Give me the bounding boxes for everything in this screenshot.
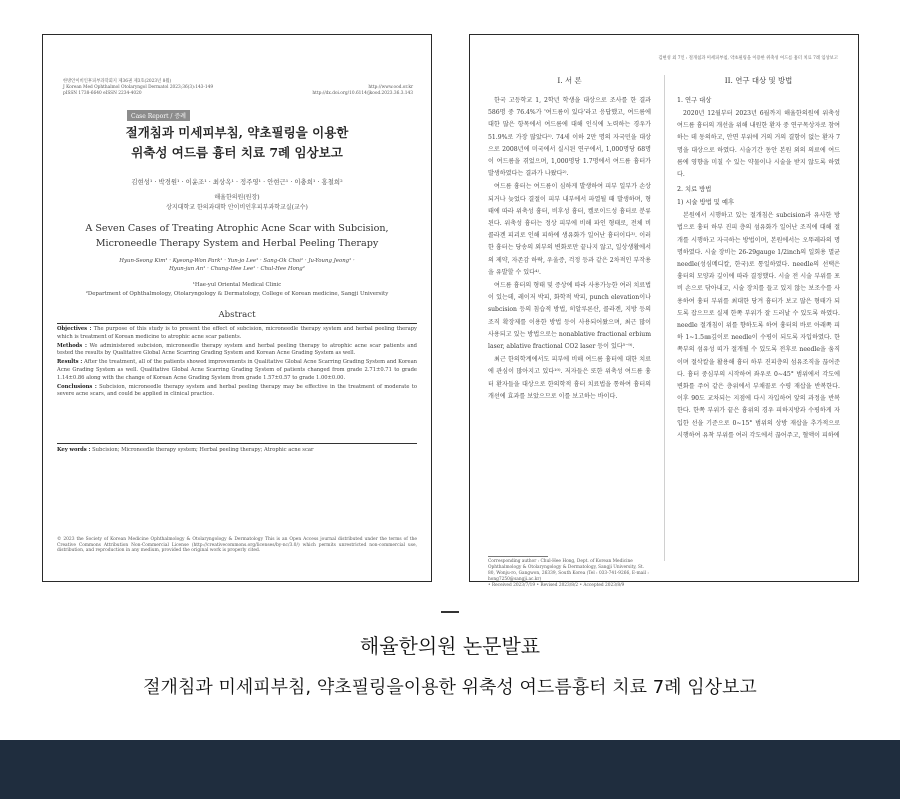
- paper-title-ko-line-2: 위축성 여드름 흉터 치료 7례 임상보고: [131, 145, 343, 160]
- paper-title-ko-line-1: 절개침과 미세피부침, 약초필링을 이용한: [125, 125, 349, 140]
- methods-text: We administered subcision, microneedle therapy system and herbal peeling therapy to atrophic acne scar patients and tested the results by Qualitative Global Acne Scarring Grading System and Korean Acne Grading System as well.: [57, 342, 417, 357]
- caption-divider: [441, 611, 459, 613]
- caption-title: 해율한의원 논문발표: [359, 634, 541, 658]
- paper-page-second: [469, 34, 859, 588]
- intro-paragraph-4: 최근 한의학계에서도 피부에 비해 여드름 흉터에 대한 치료에 관심이 많아지고 있다¹⁰⁾. 저자들은 또한 위축성 여드름 흉터 환자들을 대상으로 한의학적 흉터 치료법을 통하여 흉터의 개선에 효과를 보았으므로 이를 보고하는 바이다.: [488, 356, 651, 400]
- conclusions-label: Conclusions :: [57, 383, 97, 390]
- journal-name-ko: 한방안이비인후피부과학회지 제36권 제3호(2023년 8월): [63, 79, 172, 84]
- journal-url: http://www.ood.or.kr: [368, 85, 413, 90]
- abstract-results: [57, 359, 417, 382]
- paper-page-first: [42, 34, 432, 582]
- treatment-paragraph: 본원에서 시행하고 있는 절개침은 subcision과 유사한 방법으로 흉터 하부 진피 층의 섬유화가 일어난 조직에 대해 절개를 시행하고 자극하는 방법이며, 본원에서는 오뚜레라의 명명하였다. 시술 장비는 26-29gauge 1/2inch의 일회용 멸균 needle(성심메디칼, 한국)로 통일하였다. needle의 선택은 흉터의 모양과 깊이에 따라 결정했다. 시술 전 시술 부위를 포비 손으로 닦아내고, 시술 장치를 들고 있지 않는 보조수를 사용하여 흉터 부위를 최대한 당겨 흉터가 보고 많은 형태가 되도록 잡으므로 실제 한쪽 부위가 잘 드러날 수 있도록 하였다. needle 절개침이 위를 향하도록 하여 흉터의 바로 아래쪽 피하 1~1.5㎜깊이로 needle이 수평이 되도록 자입하였다. 한쪽부의 섬유성 띠가 절개될 수 있도록 전후로 needle을 움직이며 절삭칼을 활용해 흉터 하부 진피층의 섬유조직을 끊어준다. 흉터 중심부의 시작하여 좌우로 0~45° 범위에서 각도에 변화를 주어 같은 층위에서 부채꼴로 수평 재삽을 반복한다. 이후 90도 교차되는 지점에 다시 자입하여 앞의 과정을 반복한다. 한쪽 부위가 끝은 흉위의 경우 피하지방과 수평하게 자입한 선을 기준으로 0~15° 범위의 상방 재삽을 추가적으로 시행하여 유착 부위를 여러 각도에서 끊어주고, 혈액이 피하에: [677, 212, 840, 439]
- copyright-notice: © 2023 the Society of Korean Medicine Ophthalmology & Otolaryngology & Dermatology This is an Open Access journal distributed under the terms of the Creative Commons Attribution Non-Commercial License (http://creativecommons.org/licenses/by-nc/3.0/) which permits unrestricted non-commercial use, distribution, and reproduction in any medium, provided the original work is properly cited.: [57, 537, 417, 554]
- column-methods: [677, 75, 840, 443]
- abstract-objectives: [57, 326, 417, 342]
- methods-label: Methods :: [57, 342, 87, 349]
- results-text: After the treatment, all of the patients showed improvements in Qualitative Global Acne Scarring Grading System and Korean Acne Grading System as well. Qualitative Global Acne Scarring Grading System of patients changed from grade 2.71±0.71 to grade 1.14±0.86 along with the change of Korean Acne Grading System from grade 1.57±0.57 to grade 1.00±0.00.: [57, 359, 417, 381]
- abstract-methods: [57, 343, 417, 359]
- results-label: Results :: [57, 359, 83, 366]
- paper-title-en-line-2: Microneedle Therapy System and Herbal Peeling Therapy: [95, 238, 379, 249]
- section-heading-introduction: I. 서 론: [557, 76, 582, 85]
- affiliation-en-1: ¹Hae-yul Oriental Medical Clinic: [192, 282, 282, 288]
- abstract-conclusions: [57, 384, 417, 400]
- footer-band: [0, 740, 900, 799]
- running-head: 김현성 외 7인 : 절개침과 미세피부침, 약초필링을 이용한 위축성 여드름 흉터 치료 7례 임상보고: [658, 56, 838, 61]
- journal-name-en: J Korean Med Ophthalmol Otolaryngol Dermatol 2023;36(3):143-149: [63, 85, 214, 90]
- keywords: [57, 447, 417, 453]
- journal-issn: pISSN 1738-6640 eISSN 2234-4020: [63, 91, 142, 96]
- journal-header-left: [63, 79, 263, 97]
- column-divider: [664, 75, 665, 561]
- paper-title-en: [43, 221, 431, 251]
- conclusions-text: Subcision, microneedle therapy system and herbal peeling therapy may be effective in the treatment of moderate to severe acne scars, and could be applied in clinical practice.: [57, 383, 417, 398]
- authors-en-line-2: Hyun-jun An¹ · Chung-Hee Lee¹ · Chul-Hee Hong²: [169, 266, 305, 272]
- section-heading-methods: II. 연구 대상 및 방법: [724, 76, 793, 85]
- abstract-body: [57, 326, 417, 400]
- column-introduction: [488, 75, 651, 404]
- subheading-subcision: 1) 시술 방법 및 예후: [677, 199, 735, 207]
- subheading-subjects: 1. 연구 대상: [677, 97, 712, 104]
- affiliation-en-2: ²Department of Ophthalmology, Otolaryngology & Dermatology, College of Korean medicine, Sangji University: [85, 291, 389, 297]
- authors-ko: 김현성¹ · 박경원¹ · 이윤조¹ · 최상옥¹ · 정주영¹ · 안현근¹ · 이충희¹ · 홍철희²: [131, 178, 343, 186]
- intro-paragraph-3: 여드름 흉터의 형태 및 증상에 따라 사용가능한 여러 치료법이 있는데, 레이저 박피, 화학적 박피, punch elevation이나 subcision 등의 침습적 방법, 히알루론산, 콜라겐, 지방 등의 조직 확장제를 이용한 방법 등이 사용되어왔으며, 최근 많이 사용되고 있는 방법으로는 nonablative fractional erbium laser, ablative fractional CO2 laser 등이 있다⁵⁻⁹⁾.: [488, 282, 651, 351]
- intro-paragraph-2: 여드름 흉터는 여드름이 심하게 발생하여 피부 일부가 손상되거나 늦었다 결절이 피부 내부에서 파열될 때 발생하며, 형태에 따라 위축성 흉터, 비후성 흉터, 켈로이드성 흉터로 분류된다. 위축성 흉터는 정상 피부에 비해 파인 형태로, 전체 비 콜라겐 피괴로 인해 피하에 생유화가 일어난 흉터이다³⁾. 이러한 흉터는 당송의 외부의 변화로만 끝나지 않고, 일상생활에서의 제약, 자존감 하락, 우울증, 걱정 등과 같은 2차적인 부작용을 유발할 수 있다⁴⁾.: [488, 183, 651, 276]
- objectives-text: The purpose of this study is to present the effect of subcision, microneedle therapy system and herbal peeling therapy which is treatment of Korean medicine to atrophic acne scar patients.: [57, 326, 417, 340]
- received-dates: • Received 2023/7/19 • Revised 2023/8/2 • Accepted 2023/8/9: [488, 583, 625, 588]
- correspondence-text: Corresponding author : Chul-Hee Hong, Dept. of Korean Medicine Ophthalmology & Otolaryngology & Dermatology, Sangji University, St. 80, Wonju-ro, Gangwon, 26339, South Korea (Tel : 033-741-9266, E-mail : hong7250@sangji.ac.kr): [488, 559, 649, 582]
- paper-title-ko: [43, 123, 431, 163]
- abstract-top-rule: [57, 323, 417, 324]
- case-report-badge: Case Report / 증례: [127, 110, 190, 121]
- caption-subtitle: 절개침과 미세피부침, 약초필링을이용한 위축성 여드름흉터 치료 7례 임상보고: [143, 677, 757, 698]
- abstract-heading: Abstract: [218, 310, 256, 320]
- journal-header-right: [263, 85, 413, 97]
- abstract-bottom-rule: [57, 443, 417, 444]
- authors-en-line-1: Hyun-Seong Kim¹ · Kyeong-Won Park¹ · Yun-jo Lee¹ · Sang-Ok Choi¹ · Ju-Young Jeong¹ ·: [119, 258, 355, 264]
- footnote-rule: [488, 556, 548, 557]
- keywords-label: Key words :: [57, 447, 91, 453]
- intro-paragraph-1: 한국 고등학교 1, 2학년 학생을 대상으로 조사를 한 결과 586명 중 76.4%가 '여드름이 있다'라고 응답했고, 여드름에 대한 많은 항목에서 여드름에 대해 인식에 노력하는 경우가 51.9%로 가장 많았다¹⁾. 74세 이하 2만 명의 자국민을 대상으로 2008년에 미국에서 실시된 연구에서, 1,000명당 68명이 여드름을 겪었으며, 1,000명당 1.7명에서 여드름 흉터가 발생하였다는 결과가 나왔다²⁾.: [488, 97, 651, 178]
- subjects-paragraph: 2020년 12월부터 2023년 6월까지 해율한의원에 위축성 여드름 흉터의 개선을 위해 내원한 환자 중 연구목상자로 참여하는 데 동의하고, 안면 부위에 거의 거의 결함이 없는 환자 7명을 대상으로 하였다. 시술기간 동안 본원 외의 의료에 여드름에 영향을 미칠 수 있는 약물이나 시술을 받지 않도록 하였다.: [677, 110, 840, 179]
- affiliation-ko-1: 해율한의원(원장): [214, 194, 260, 201]
- objectives-label: Objectives :: [57, 326, 92, 332]
- authors-en: [43, 257, 431, 273]
- affiliation-ko-2: 상지대학교 한의과대학 안이비인후피부과학교실(교수): [166, 204, 308, 211]
- keywords-text: Subcision; Microneedle therapy system; Herbal peeling therapy; Atrophic acne scar: [92, 447, 314, 453]
- doi-link: http://dx.doi.org/10.6114/jkood.2023.36.3.143: [312, 91, 413, 96]
- paper-title-en-line-1: A Seven Cases of Treating Atrophic Acne Scar with Subcision,: [85, 223, 389, 234]
- subheading-treatment: 2. 치료 방법: [677, 186, 712, 194]
- correspondence-footnote: [488, 559, 651, 589]
